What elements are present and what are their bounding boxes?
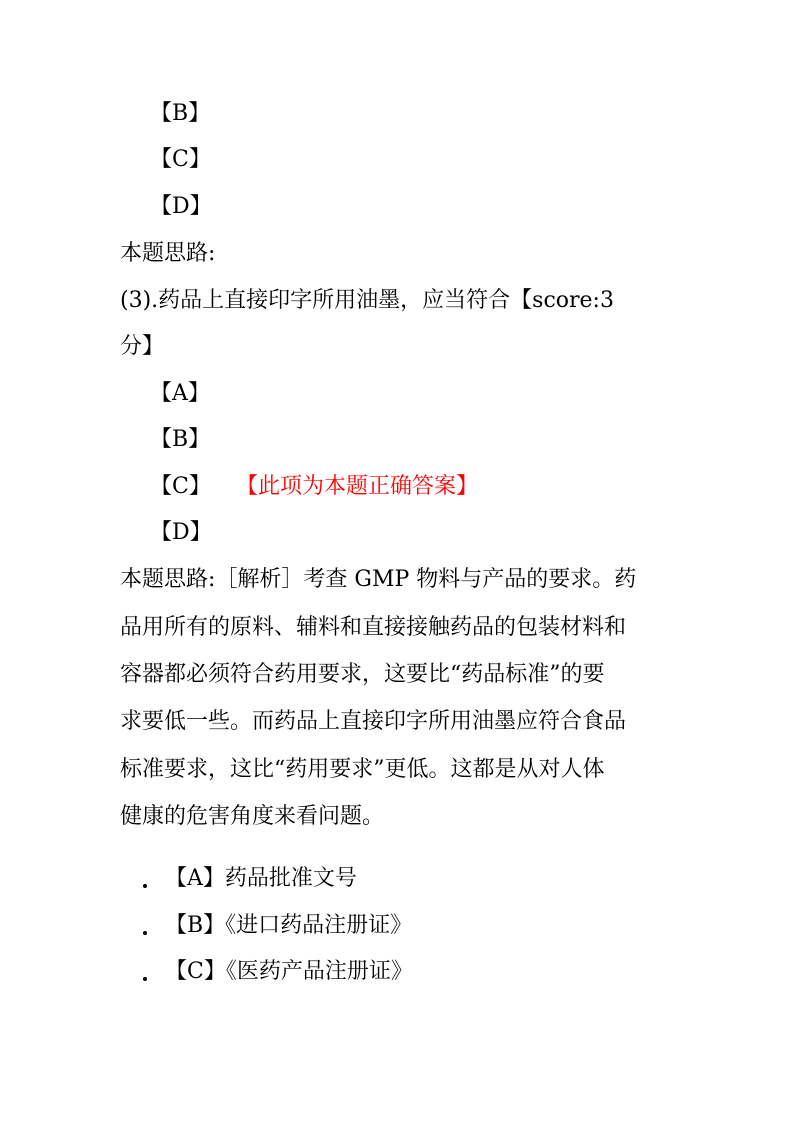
- list-item: 【A】药品批准文号: [165, 866, 357, 891]
- thinking-label: 本题思路:: [120, 241, 216, 266]
- question-text: (3).药品上直接印字所用油墨，应当符合【score:3: [120, 288, 614, 313]
- analysis-line: 健康的危害角度来看问题。: [120, 804, 385, 829]
- analysis-line: 容器都必须符合药用要求，这要比“药品标准”的要: [120, 662, 605, 687]
- option-c: 【C】: [150, 147, 211, 172]
- option-a: 【A】: [150, 381, 210, 406]
- analysis-line: 品用所有的原料、辅料和直接接触药品的包装材料和: [120, 615, 627, 640]
- option-d: 【D】: [150, 520, 212, 545]
- option-d: 【D】: [150, 194, 212, 219]
- option-b: 【B】: [150, 427, 211, 452]
- option-b: 【B】: [150, 101, 211, 126]
- list-item: 【B】《进口药品注册证》: [165, 913, 413, 938]
- analysis-line: 本题思路:［解析］考查 GMP 物料与产品的要求。药: [120, 567, 637, 592]
- question-text-cont: 分】: [120, 334, 165, 359]
- bullet-icon: [143, 931, 147, 935]
- analysis-line: 标准要求，这比“药用要求”更低。这都是从对人体: [120, 757, 605, 782]
- bullet-icon: [143, 884, 147, 888]
- bullet-icon: [143, 977, 147, 981]
- list-item: 【C】《医药产品注册证》: [165, 959, 413, 984]
- option-c: 【C】: [150, 474, 211, 499]
- analysis-line: 求要低一些。而药品上直接印字所用油墨应符合食品: [120, 709, 627, 734]
- correct-answer-note: 【此项为本题正确答案】: [236, 474, 479, 499]
